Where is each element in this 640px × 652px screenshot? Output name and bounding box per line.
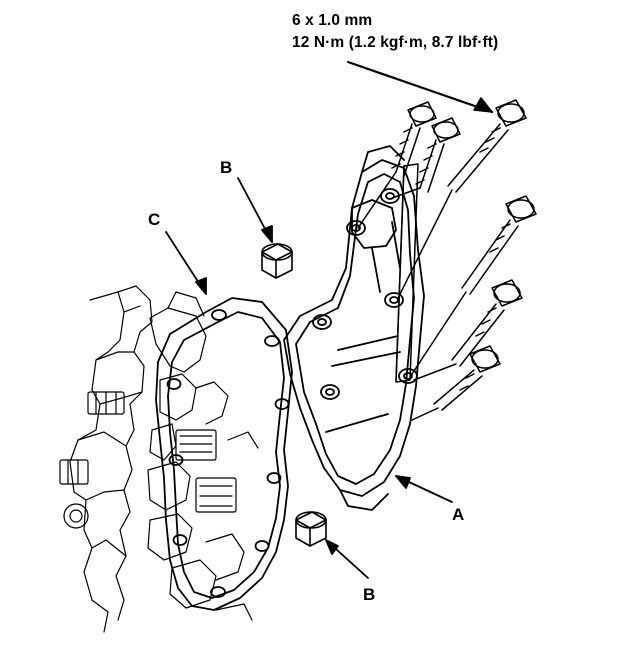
bolt-1 bbox=[358, 102, 436, 228]
nut-b-bottom bbox=[296, 512, 326, 546]
bolt-6 bbox=[412, 346, 500, 420]
callout-arrow-b-top bbox=[238, 178, 272, 242]
engine-block-background bbox=[60, 286, 152, 632]
bolt-5 bbox=[414, 280, 522, 380]
callout-arrow-c bbox=[166, 232, 206, 294]
callout-label-b-top: B bbox=[220, 158, 233, 177]
callout-arrow-b-bottom bbox=[326, 540, 368, 578]
torque-spec-size: 6 x 1.0 mm bbox=[292, 12, 373, 29]
callout-arrow-a bbox=[396, 476, 452, 502]
nut-b-top bbox=[262, 244, 292, 278]
callout-label-c: C bbox=[148, 210, 161, 229]
torque-spec-value: 12 N·m (1.2 kgf·m, 8.7 lbf·ft) bbox=[292, 34, 499, 51]
callout-label-a: A bbox=[452, 505, 465, 524]
callout-label-b-bottom: B bbox=[363, 585, 376, 604]
cylinder-head-detail bbox=[148, 292, 258, 620]
